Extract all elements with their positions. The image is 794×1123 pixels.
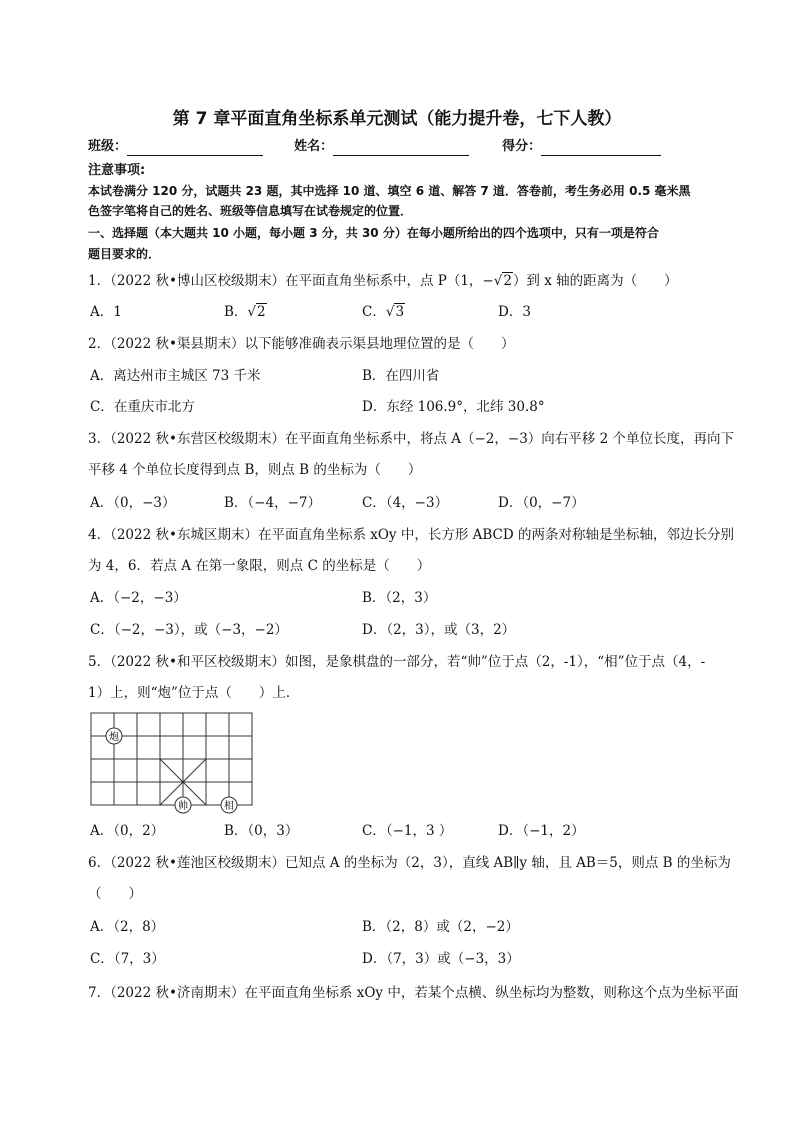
piece-pao — [106, 728, 122, 744]
notice-line-2: 色签字笔将自己的姓名、班级等信息填写在试卷规定的位置． — [88, 204, 413, 218]
q2-option-a: A．离达州市主城区 73 千米 — [90, 368, 261, 384]
q4-option-a: A．（−2，−3） — [90, 590, 187, 606]
question-7-line-1: 7．（2022 秋•济南期末）在平面直角坐标系 xOy 中，若某个点横、纵坐标均为整数，则称这个点为坐标平面 — [88, 985, 739, 1001]
question-4-line-2: 为 4，6．若点 A 在第一象限，则点 C 的坐标是（ ） — [88, 558, 431, 574]
class-label: 班级： — [88, 139, 128, 154]
question-3-line-2: 平移 4 个单位长度得到点 B，则点 B 的坐标为（ ） — [88, 462, 422, 478]
question-6-line-1: 6．（2022 秋•莲池区校级期末）已知点 A 的坐标为（2，3），直线 AB∥y 轴，且 AB＝5，则点 B 的坐标为 — [88, 855, 731, 871]
q3-option-c: C．（4，−3） — [362, 495, 449, 511]
q1-text-b: ）到 x 轴的距离为（ ） — [512, 273, 678, 289]
question-1-stem — [88, 272, 678, 290]
notice-heading: 注意事项: — [88, 163, 146, 178]
q5-option-b: B．（0，3） — [224, 823, 299, 839]
q3-option-d: D．（0，−7） — [498, 495, 585, 511]
name-blank — [333, 141, 469, 156]
q1-option-c-label: C． — [362, 304, 386, 320]
q1-option-b-label: B． — [224, 304, 248, 320]
q1-option-d: D．3 — [498, 304, 531, 320]
question-5-line-2: 1）上，则“炮”位于点（ ）上． — [88, 685, 300, 701]
q1-option-b-radicand: 2 — [257, 304, 266, 320]
question-2-stem: 2．（2022 秋•渠县期末）以下能够准确表示渠县地理位置的是（ ） — [88, 336, 515, 352]
name-label: 姓名： — [294, 139, 334, 154]
class-blank — [127, 141, 263, 156]
q2-option-c: C．在重庆市北方 — [90, 399, 195, 415]
question-4-line-1: 4．（2022 秋•东城区期末）在平面直角坐标系 xOy 中，长方形 ABCD 的两条对称轴是坐标轴，邻边长分别 — [88, 527, 734, 543]
question-3-line-1: 3．（2022 秋•东营区校级期末）在平面直角坐标系中，将点 A（−2，−3）向右平移 2 个单位长度，再向下 — [88, 431, 734, 447]
chess-board-figure — [90, 712, 254, 814]
q1-option-c-radicand: 3 — [395, 304, 405, 320]
q5-option-a: A．（0，2） — [90, 823, 165, 839]
q5-option-c: C．（−1，3 ） — [362, 823, 453, 839]
q2-option-b: B．在四川省 — [362, 368, 440, 384]
q4-option-b: B．（2，3） — [362, 590, 437, 606]
q6-option-a: A．（2，8） — [90, 919, 165, 935]
q2-option-d: D．东经 106.9°，北纬 30.8° — [362, 399, 545, 415]
piece-shuai-label: 帅 — [178, 801, 188, 812]
sqrt-symbol: √2 — [493, 273, 512, 289]
section-heading-line-2: 题目要求的． — [88, 247, 161, 261]
student-info-row — [88, 138, 661, 156]
q1-option-a: A．1 — [90, 304, 122, 320]
q3-option-a: A．（0，−3） — [90, 495, 176, 511]
q1-radicand: 2 — [503, 273, 512, 289]
score-blank — [541, 141, 661, 156]
q1-option-b — [224, 303, 267, 321]
score-label: 得分： — [502, 139, 542, 154]
q6-option-b: B．（2，8）或（2，−2） — [362, 919, 519, 935]
page-title: 第 7 章平面直角坐标系单元测试（能力提升卷，七下人教） — [172, 109, 622, 129]
q3-option-b: B．（−4，−7） — [224, 495, 321, 511]
piece-pao-label: 炮 — [109, 732, 119, 743]
q4-option-d: D．（2，3），或（3，2） — [362, 622, 516, 638]
question-5-line-1: 5．（2022 秋•和平区校级期末）如图，是象棋盘的一部分，若“帅”位于点（2，-1），“相”位于点（4，- — [88, 654, 706, 670]
board-grid — [91, 713, 252, 805]
question-6-line-2: （ ） — [88, 886, 142, 902]
q6-option-d: D．（7，3）或（−3，3） — [362, 951, 520, 967]
piece-shuai — [175, 797, 191, 813]
q4-option-c: C．（−2，−3），或（−3，−2） — [90, 622, 288, 638]
sqrt-symbol: √2 — [247, 304, 266, 320]
section-heading-line-1: 一、选择题（本大题共 10 小题，每小题 3 分，共 30 分）在每小题所给出的四个选项中，只有一项是符合 — [88, 226, 659, 240]
q6-option-c: C．（7，3） — [90, 951, 165, 967]
q1-text-a: 1．（2022 秋•博山区校级期末）在平面直角坐标系中，点 P（1，− — [88, 273, 494, 289]
piece-xiang-label: 相 — [224, 801, 234, 812]
sqrt-symbol: √3 — [385, 304, 405, 320]
notice-line-1: 本试卷满分 120 分，试题共 23 题，其中选择 10 道、填空 6 道、解答 7 道．答卷前，考生务必用 0.5 毫米黑 — [88, 184, 691, 198]
q5-option-d: D．（−1，2） — [498, 823, 585, 839]
piece-xiang — [221, 797, 237, 813]
q1-option-c — [362, 303, 405, 321]
